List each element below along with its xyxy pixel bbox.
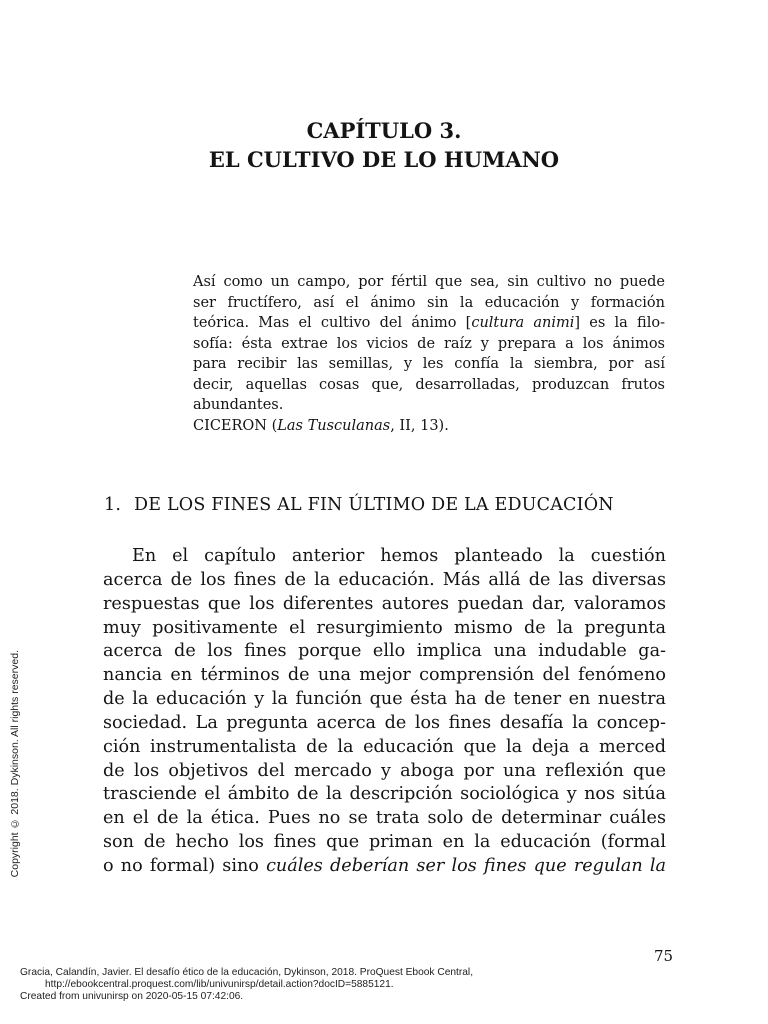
body-line: En el capítulo anterior hemos planteado la cuestión [132,546,666,566]
citation-author: CICERON ( [193,417,278,434]
chapter-name: EL CULTIVO DE LO HUMANO [208,147,560,172]
epigraph-line: Así como un campo, por fértil que sea, sin cultivo no puede [193,274,665,290]
citation-reference: , II, 13). [390,417,449,434]
epigraph-latin-term: cultura animi [471,315,575,331]
epigraph-line: abundantes. [193,397,284,413]
body-line: de la educación y la función que ésta ha de tener en nuestra [103,689,666,710]
citation-footer [20,967,473,1002]
body-line: ción instrumentalista de la educación que la deja a merced [103,736,666,757]
footer-created: Created from univunirsp on 2020-05-15 07:42:06. [20,990,244,1002]
body-line: acerca de los fines porque ello implica una indudable ga- [103,641,666,662]
epigraph-line: ser fructífero, así el ánimo sin la educación y formación [193,294,665,311]
epigraph [193,272,665,436]
epigraph-line: decir, aquellas cosas que, desarrolladas, produzcan frutos [193,376,665,393]
chapter-title [100,116,668,174]
epigraph-text: teórica. Mas el cultivo del ánimo [ [193,315,472,331]
epigraph-line: para recibir las semillas, y les confía la siembra, por así [193,356,665,372]
body-emphasis: cuáles deberían ser los fines que regulan la [266,855,667,876]
body-line: muy positivamente el resurgimiento mismo de la pregunta [103,617,666,638]
epigraph-citation [193,416,665,437]
body-text: o no formal) sino [103,855,267,876]
epigraph-line: sofía: ésta extrae los vicios de raíz y prepara a los ánimos [193,335,665,352]
body-line: de los objetivos del mercado y aboga por una reflexión que [103,760,666,781]
section-heading [104,493,668,517]
copyright-notice: Copyright © 2018. Dykinson. All rights reserved. [9,650,21,878]
body-line: acerca de los fines de la educación. Más allá de las diversas [103,569,666,590]
section-title: DE LOS FINES AL FIN ÚLTIMO DE LA EDUCACIÓN [134,495,614,515]
page-number: 75 [654,947,674,965]
body-line: sociedad. La pregunta acerca de los fines desafía la concep- [103,712,666,733]
chapter-number: CAPÍTULO 3. [306,118,462,143]
body-line: respuestas que los diferentes autores puedan dar, valoramos [103,593,666,614]
body-paragraph [103,545,666,879]
body-line [103,855,666,879]
body-line: trasciende el ámbito de la descripción sociológica y nos sitúa [103,784,666,805]
body-line: son de hecho los fines que priman en la educación (formal [103,832,666,853]
epigraph-text: ] es la filo- [574,315,665,331]
citation-work-title: Las Tusculanas [277,417,391,434]
section-number: 1. [104,495,122,515]
body-line: nancia en términos de una mejor comprensión del fenómeno [103,665,666,686]
footer-url: http://ebookcentral.proquest.com/lib/univunirsp/detail.action?docID=5885121. [45,978,394,990]
footer-citation: Gracia, Calandín, Javier. El desafío ético de la educación, Dykinson, 2018. ProQuest Ebook Central, [20,967,474,978]
body-line: en el de la ética. Pues no se trata solo de determinar cuáles [103,808,666,829]
epigraph-line [193,313,665,334]
